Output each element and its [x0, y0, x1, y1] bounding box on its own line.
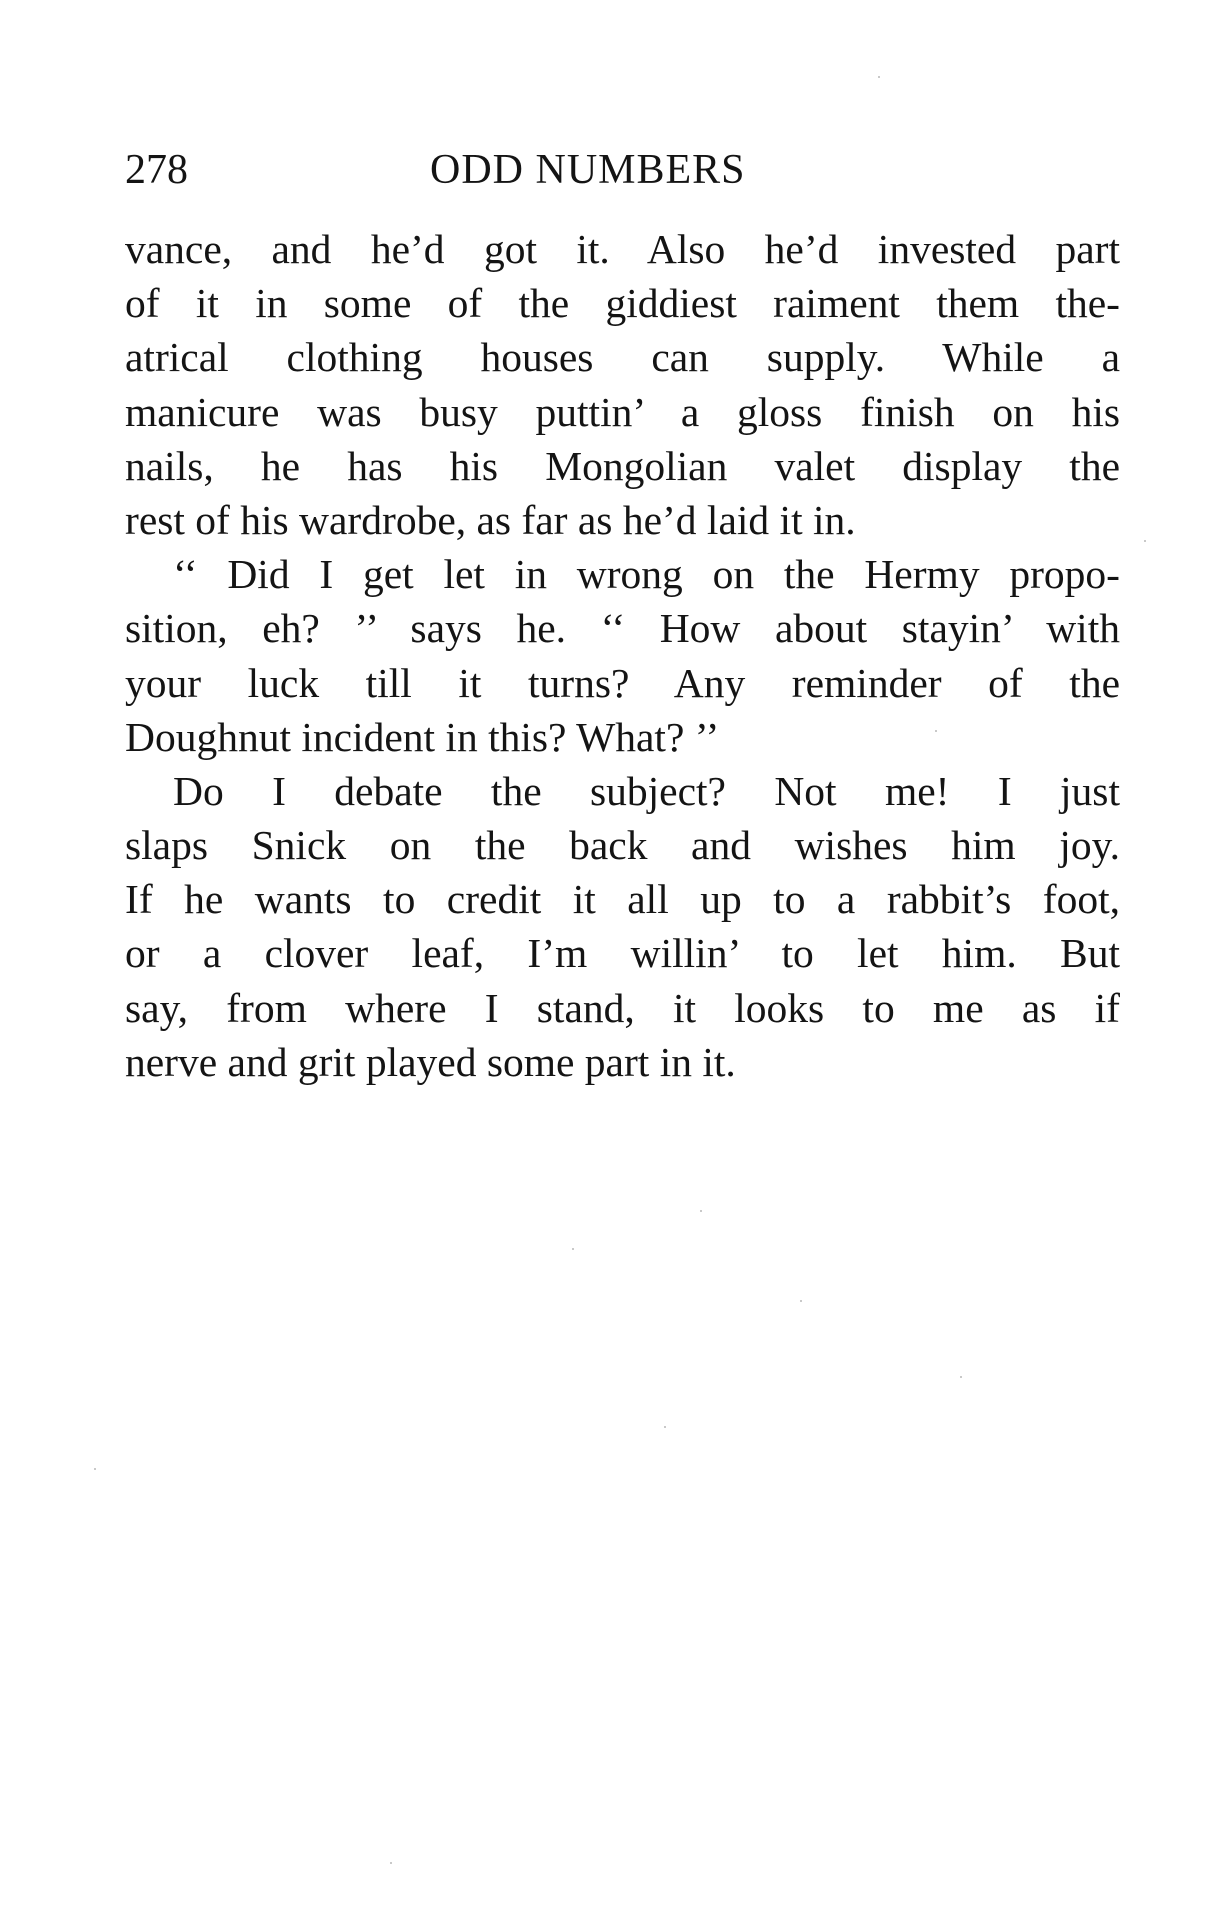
scan-speck — [878, 76, 880, 78]
text-line: Do I debate the subject? Not me! I just — [173, 767, 1120, 814]
text-line: your luck till it turns? Any reminder of the — [125, 659, 1120, 706]
paragraph — [125, 222, 1120, 547]
scan-speck — [1144, 540, 1146, 542]
page-number: 278 — [125, 147, 188, 193]
scan-speck — [960, 1376, 962, 1378]
scan-speck — [664, 1426, 666, 1428]
text-line: If he wants to credit it all up to a rabbit’s foot, — [125, 876, 1120, 923]
text-line: slaps Snick on the back and wishes him joy. — [125, 822, 1120, 869]
paragraph — [125, 764, 1120, 1089]
body-text — [125, 222, 1120, 1089]
paragraph — [125, 547, 1120, 764]
text-line: atrical clothing houses can supply. While a — [125, 334, 1120, 381]
text-line: of it in some of the giddiest raiment them the- — [125, 280, 1120, 327]
running-head — [125, 140, 1115, 200]
text-line: say, from where I stand, it looks to me as if — [125, 984, 1120, 1031]
text-line: sition, eh? ’’ says he. ‘‘ How about stayin’ with — [125, 605, 1120, 652]
text-line: manicure was busy puttin’ a gloss finish on his — [125, 388, 1120, 435]
text-line: vance, and he’d got it. Also he’d invested part — [125, 226, 1120, 272]
scan-speck — [94, 1468, 96, 1470]
text-line: nails, he has his Mongolian valet display the — [125, 442, 1120, 489]
scan-speck — [800, 1300, 802, 1302]
scan-speck — [700, 1210, 702, 1212]
text-line: nerve and grit played some part in it. — [125, 1038, 736, 1085]
text-line: rest of his wardrobe, as far as he’d laid it in. — [125, 496, 856, 543]
scan-speck — [572, 1248, 574, 1250]
scan-speck — [390, 1862, 392, 1864]
text-line: or a clover leaf, I’m willin’ to let him. But — [125, 930, 1120, 977]
text-line: Doughnut incident in this? What? ’’ — [125, 713, 720, 760]
running-title: ODD NUMBERS — [430, 147, 746, 193]
text-line: ‘‘ Did I get let in wrong on the Hermy propo- — [173, 551, 1120, 598]
scan-speck — [935, 730, 937, 732]
